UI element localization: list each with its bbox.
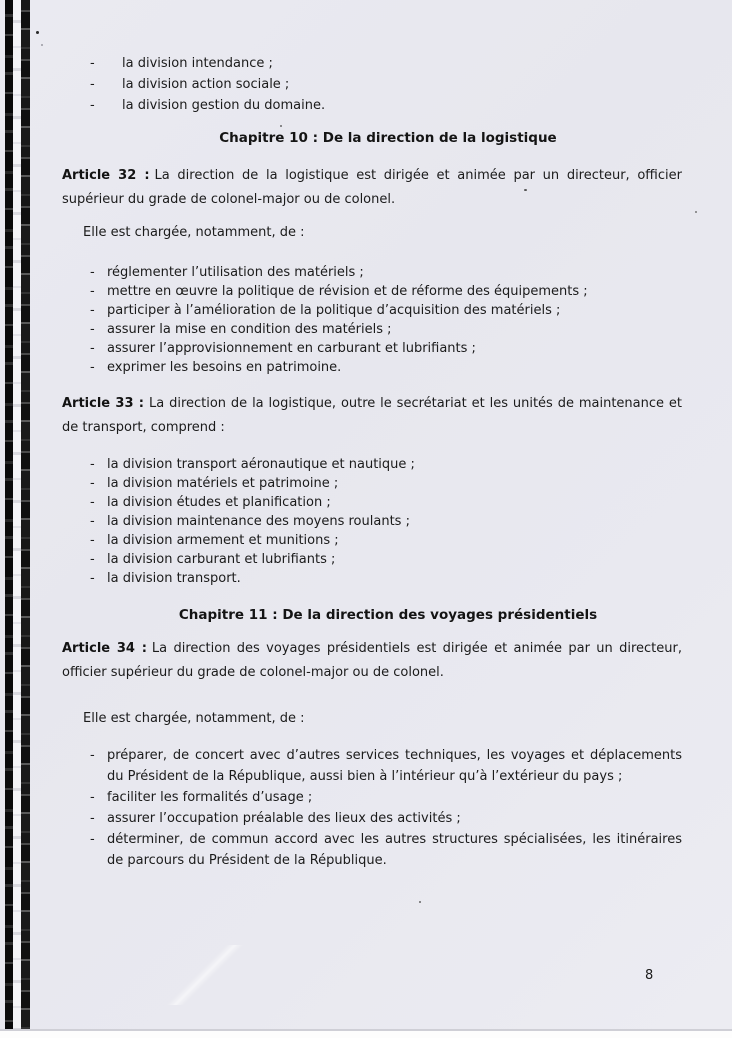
list-item: [62, 95, 682, 116]
list-item-text: la division intendance ;: [122, 56, 273, 71]
list-item-text: faciliter les formalités d’usage ;: [107, 790, 313, 805]
dash-marker: -: [90, 77, 95, 92]
list-item-text: la division carburant et lubrifiants ;: [107, 552, 336, 567]
dash-marker: -: [90, 495, 95, 510]
chapter-10-heading: Chapitre 10 : De la direction de la logistique: [219, 130, 557, 146]
list-item: [62, 339, 682, 358]
logistics-divisions-list: [62, 455, 682, 588]
dash-marker: -: [90, 571, 95, 586]
dash-marker: -: [90, 552, 95, 567]
list-item-text: exprimer les besoins en patrimoine.: [107, 360, 342, 375]
list-item-text: la division études et planification ;: [107, 495, 331, 510]
article-33-body: La direction de la logistique, outre le secrétariat et les unités de maintenance et de transport, comprend :: [62, 396, 682, 435]
list-item: [62, 512, 682, 531]
dash-marker: -: [90, 284, 95, 299]
paper-crease: [150, 945, 260, 1005]
dash-marker: -: [90, 360, 95, 375]
dash-marker: -: [90, 322, 95, 337]
list-item-text: participer à l’amélioration de la politique d’acquisition des matériels ;: [107, 303, 561, 318]
list-item-text: déterminer, de commun accord avec les autres structures spécialisées, les itinéraires de parcours du Président de la République.: [107, 832, 682, 868]
dash-marker: -: [90, 303, 95, 318]
dash-marker: -: [90, 98, 95, 113]
dash-marker: -: [90, 533, 95, 548]
division-list-intendance: [62, 53, 682, 116]
list-item: [62, 358, 682, 377]
scan-speck: [695, 211, 697, 213]
list-item-text: réglementer l’utilisation des matériels ;: [107, 265, 364, 280]
chapter-11-heading: Chapitre 11 : De la direction des voyages présidentiels: [178, 607, 598, 623]
binding-stripe-right: [21, 0, 30, 1031]
intro-paragraph: Elle est chargée, notamment, de :: [83, 225, 305, 240]
list-item: [62, 455, 682, 474]
list-item: [62, 829, 682, 871]
article-33: [62, 392, 682, 440]
list-item-text: la division armement et munitions ;: [107, 533, 339, 548]
binding-gap: [13, 0, 21, 1031]
list-item-text: préparer, de concert avec d’autres services techniques, les voyages et déplacements du Président de la République, aussi bien à l’intérieur qu’à l’extérieur du pays ;: [107, 748, 682, 784]
intro-paragraph: Elle est chargée, notamment, de :: [83, 711, 305, 726]
list-item: [62, 493, 682, 512]
dash-marker: -: [90, 457, 95, 472]
list-item-text: la division gestion du domaine.: [122, 98, 326, 113]
article-34-label: Article 34 :: [62, 641, 147, 656]
list-item-text: la division matériels et patrimoine ;: [107, 476, 339, 491]
page-number: 8: [645, 968, 654, 983]
list-item: [62, 474, 682, 493]
list-item: [62, 745, 682, 787]
list-item: [62, 282, 682, 301]
article-32: [62, 164, 682, 212]
dash-marker: -: [90, 476, 95, 491]
scan-speck: [280, 125, 282, 127]
logistics-tasks-list: [62, 263, 682, 377]
list-item-text: la division action sociale ;: [122, 77, 290, 92]
list-item-text: la division maintenance des moyens roulants ;: [107, 514, 410, 529]
list-item: [62, 787, 682, 808]
article-32-label: Article 32 :: [62, 168, 150, 183]
list-item-text: la division transport.: [107, 571, 241, 586]
list-item-text: mettre en œuvre la politique de révision et de réforme des équipements ;: [107, 284, 588, 299]
presidential-travel-tasks-list: [62, 745, 682, 871]
list-item: [62, 550, 682, 569]
list-item: [62, 569, 682, 588]
list-item-text: assurer la mise en condition des matériels ;: [107, 322, 392, 337]
list-item: [62, 74, 682, 95]
dash-marker: -: [90, 265, 95, 280]
article-34: [62, 637, 682, 685]
list-item: [62, 320, 682, 339]
dash-marker: -: [90, 748, 95, 763]
dash-marker: -: [90, 514, 95, 529]
article-32-body: La direction de la logistique est dirigée et animée par un directeur, officier supérieur du grade de colonel-major ou de colonel.: [62, 168, 682, 207]
list-item: [62, 531, 682, 550]
list-item-text: assurer l’approvisionnement en carburant et lubrifiants ;: [107, 341, 476, 356]
scan-speck: [419, 901, 421, 903]
dash-marker: -: [90, 56, 95, 71]
list-item: [62, 301, 682, 320]
list-item-text: la division transport aéronautique et nautique ;: [107, 457, 415, 472]
dash-marker: -: [90, 832, 95, 847]
scan-bottom-edge: [0, 1029, 732, 1038]
binding-stripe-left: [5, 0, 13, 1031]
scan-speck: [41, 44, 43, 46]
list-item-text: assurer l’occupation préalable des lieux des activités ;: [107, 811, 461, 826]
list-item: [62, 263, 682, 282]
list-item: [62, 53, 682, 74]
dash-marker: -: [90, 341, 95, 356]
article-33-label: Article 33 :: [62, 396, 144, 411]
article-34-body: La direction des voyages présidentiels est dirigée et animée par un directeur, officier supérieur du grade de colonel-major ou de colonel.: [62, 641, 682, 680]
dash-marker: -: [90, 790, 95, 805]
dash-marker: -: [90, 811, 95, 826]
scan-speck: [36, 31, 39, 34]
list-item: [62, 808, 682, 829]
